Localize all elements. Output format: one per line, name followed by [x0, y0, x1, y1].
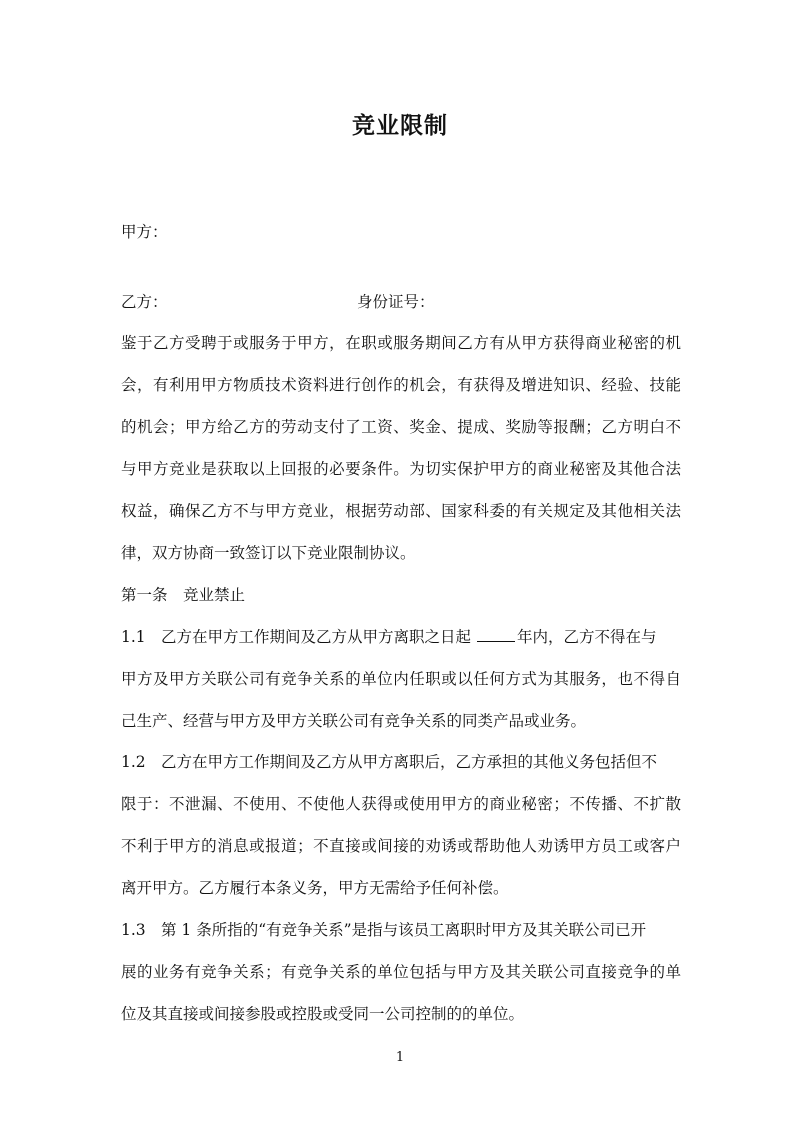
party-a-label: 甲方： — [121, 223, 168, 241]
clause-1-2-line: 限于：不泄漏、不使用、不使他人获得或使用甲方的商业秘密；不传播、不扩散 — [121, 795, 681, 813]
page-number: 1 — [395, 1050, 405, 1065]
clause-text: 乙方在甲方工作期间及乙方从甲方离职之日起 — [161, 628, 472, 646]
document-title: 竞业限制 — [352, 113, 448, 139]
clause-text: 第 1 条所指的“有竞争关系”是指与该员工离职时甲方及其关联公司已开 — [161, 921, 647, 939]
clause-1-2-line — [121, 752, 657, 772]
id-number-label: 身份证号： — [357, 293, 435, 311]
years-blank-field[interactable] — [477, 627, 515, 642]
clause-text: 乙方在甲方工作期间及乙方从甲方离职后，乙方承担的其他义务包括但不 — [161, 753, 658, 771]
clause-1-3-line: 展的业务有竞争关系；有竞争关系的单位包括与甲方及其关联公司直接竞争的单 — [121, 963, 681, 981]
clause-1-1-line — [121, 627, 657, 647]
preamble-line: 的机会；甲方给乙方的劳动支付了工资、奖金、提成、奖励等报酬；乙方明白不 — [121, 418, 681, 436]
clause-1-1-line: 己生产、经营与甲方及甲方关联公司有竞争关系的同类产品或业务。 — [121, 712, 587, 730]
preamble-line: 会，有利用甲方物质技术资料进行创作的机会，有获得及增进知识、经验、技能 — [121, 376, 681, 394]
clause-1-1-line: 甲方及甲方关联公司有竞争关系的单位内任职或以任何方式为其服务，也不得自 — [121, 670, 681, 688]
clause-1-3-line — [121, 920, 646, 940]
clause-1-2-line: 离开甲方。乙方履行本条义务，甲方无需给予任何补偿。 — [121, 879, 509, 897]
clause-text: 年内，乙方不得在与 — [517, 628, 657, 646]
clause-number: 1.2 — [121, 753, 146, 771]
preamble-line: 律，双方协商一致签订以下竞业限制协议。 — [121, 544, 416, 562]
clause-number: 1.1 — [121, 628, 146, 646]
preamble-line: 与甲方竞业是获取以上回报的必要条件。为切实保护甲方的商业秘密及其他合法 — [121, 460, 681, 478]
clause-1-3-line: 位及其直接或间接参股或控股或受同一公司控制的的单位。 — [121, 1005, 525, 1023]
preamble-line: 鉴于乙方受聘于或服务于甲方，在职或服务期间乙方有从甲方获得商业秘密的机 — [121, 334, 681, 352]
article-1-heading: 第一条 竞业禁止 — [121, 586, 246, 604]
clause-number: 1.3 — [121, 921, 146, 939]
party-b-label: 乙方： — [121, 293, 168, 311]
clause-1-2-line: 不利于甲方的消息或报道；不直接或间接的劝诱或帮助他人劝诱甲方员工或客户 — [121, 837, 681, 855]
preamble-line: 权益，确保乙方不与甲方竞业，根据劳动部、国家科委的有关规定及其他相关法 — [121, 502, 681, 520]
